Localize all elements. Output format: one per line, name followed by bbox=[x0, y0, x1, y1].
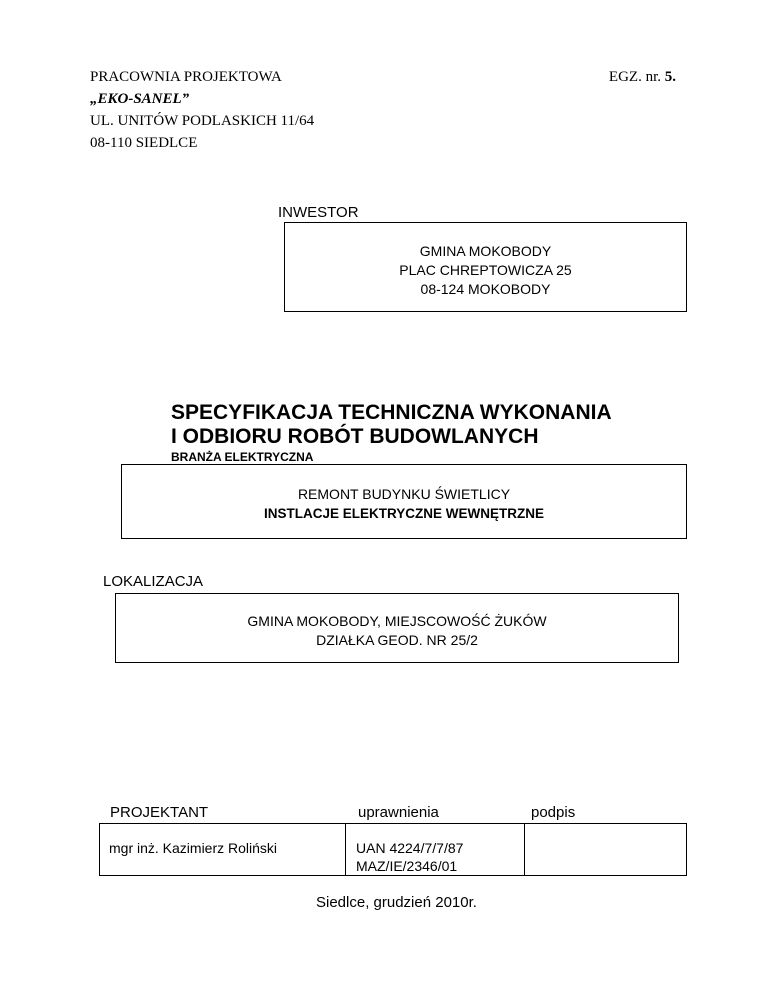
place-date: Siedlce, grudzień 2010r. bbox=[316, 894, 477, 911]
location-label: LOKALIZACJA bbox=[103, 573, 204, 590]
branch-label: BRANŻA ELEKTRYCZNA bbox=[171, 450, 314, 464]
investor-address: PLAC CHREPTOWICZA 25 bbox=[399, 262, 572, 278]
copy-number-value: 5. bbox=[664, 69, 676, 85]
document-title-line1: SPECYFIKACJA TECHNICZNA WYKONANIA bbox=[171, 401, 612, 424]
document-title bbox=[171, 401, 612, 449]
document-title-line2: I ODBIORU ROBÓT BUDOWLANYCH bbox=[171, 425, 539, 448]
signature-header: podpis bbox=[531, 804, 576, 821]
investor-label: INWESTOR bbox=[278, 204, 359, 221]
office-street: UL. UNITÓW PODLASKICH 11/64 bbox=[90, 113, 315, 129]
location-box bbox=[115, 593, 679, 663]
designer-header: PROJEKTANT bbox=[110, 804, 209, 821]
copy-number-prefix: EGZ. nr. bbox=[608, 69, 661, 85]
copy-number bbox=[609, 66, 676, 88]
signature-cell bbox=[524, 823, 687, 876]
investor-box bbox=[284, 222, 687, 312]
scope-title: REMONT BUDYNKU ŚWIETLICY bbox=[297, 486, 511, 502]
rights-number-2: MAZ/IE/2346/01 bbox=[356, 858, 458, 874]
office-name: PRACOWNIA PROJEKTOWA bbox=[90, 69, 282, 85]
rights-cell bbox=[345, 823, 525, 876]
designer-name-cell bbox=[99, 823, 346, 876]
rights-header: uprawnienia bbox=[358, 804, 439, 821]
design-office-block bbox=[90, 66, 314, 154]
investor-name: GMINA MOKOBODY bbox=[419, 243, 552, 259]
scope-box bbox=[121, 464, 687, 539]
location-place: GMINA MOKOBODY, MIEJSCOWOŚĆ ŻUKÓW bbox=[247, 613, 547, 629]
rights-number-1: UAN 4224/7/7/87 bbox=[356, 840, 464, 856]
investor-city: 08-124 MOKOBODY bbox=[420, 281, 551, 297]
office-brand: „EKO-SANEL” bbox=[90, 91, 190, 107]
location-plot: DZIAŁKA GEOD. NR 25/2 bbox=[316, 632, 478, 648]
office-city: 08-110 SIEDLCE bbox=[90, 135, 198, 151]
scope-subtitle: INSTLACJE ELEKTRYCZNE WEWNĘTRZNE bbox=[264, 506, 544, 521]
designer-name: mgr inż. Kazimierz Roliński bbox=[109, 840, 278, 856]
